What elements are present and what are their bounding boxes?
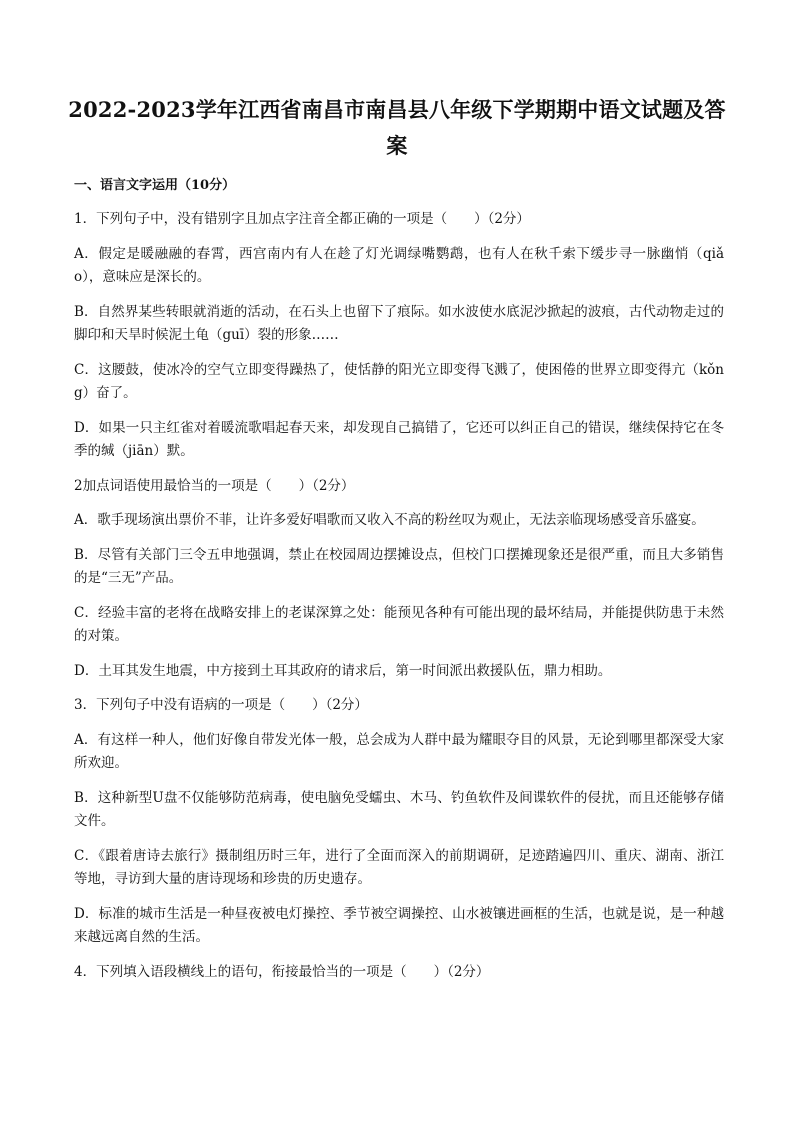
- question-1-option-c: C．这腰鼓，使冰冷的空气立即变得躁热了，使恬静的阳光立即变得飞溅了，使困倦的世界立即变得亢（kǒng）奋了。: [74, 361, 724, 401]
- question-2-option-b: B．尽管有关部门三令五申地强调，禁止在校园周边摆摊设点，但校门口摆摊现象还是很严重，而且大多销售的是“三无”产品。: [74, 546, 724, 586]
- question-content: [74, 208, 724, 995]
- question-2-option-d: D．土耳其发生地震，中方接到土耳其政府的请求后，第一时间派出救援队伍，鼎力相助。: [74, 662, 612, 679]
- question-1-option-a: A．假定是暖融融的春霄，西宫南内有人在趁了灯光调绿嘴鹦鹉，也有人在秋千索下缓步寻一脉幽悄（qiǎo），意味应是深长的。: [74, 245, 724, 285]
- question-2-stem: 2加点词语使用最恰当的一项是（ ）（2分）: [74, 477, 355, 494]
- question-1-option-d: D．如果一只主红雀对着暖流歌唱起春天来，却发现自己搞错了，它还可以纠正自己的错误，继续保持它在冬季的缄（jiān）默。: [74, 419, 724, 459]
- question-3-option-b: B．这种新型U盘不仅能够防范病毒，使电脑免受蠕虫、木马、钓鱼软件及间谍软件的侵扰，而且还能够存储文件。: [74, 789, 724, 829]
- question-3-stem: 3．下列句子中没有语病的一项是（ ）（2分）: [74, 697, 368, 713]
- question-2-option-c: C．经验丰富的老将在战略安排上的老谋深算之处：能预见各种有可能出现的最坏结局，并能提供防患于未然的对策。: [74, 604, 724, 644]
- question-3-option-c: C．《跟着唐诗去旅行》摄制组历时三年，进行了全面而深入的前期调研，足迹踏遍四川、重庆、湖南、浙江等地，寻访到大量的唐诗现场和珍贵的历史遗存。: [74, 847, 724, 887]
- question-1-option-b: B．自然界某些转眼就消逝的活动，在石头上也留下了痕际。如水波使水底泥沙掀起的波痕，古代动物走过的脚印和天旱时候泥土龟（guī）裂的形象……: [74, 303, 724, 343]
- document-title: 2022-2023学年江西省南昌市南昌县八年级下学期期中语文试题及答案: [68, 97, 726, 158]
- question-4-stem: 4．下列填入语段横线上的语句，衔接最恰当的一项是（ ）（2分）: [74, 963, 490, 980]
- section-heading-language-use: 一、语言文字运用（10分）: [74, 178, 236, 193]
- question-3-option-d: D．标准的城市生活是一种昼夜被电灯操控、季节被空调操控、山水被镶进画框的生活，也就是说，是一种越来越远离自然的生活。: [74, 905, 724, 945]
- question-3-option-a: A．有这样一种人，他们好像自带发光体一般，总会成为人群中最为耀眼夺目的风景，无论到哪里都深受大家所欢迎。: [74, 731, 724, 771]
- question-1-stem: 1．下列句子中，没有错别字且加点字注音全都正确的一项是（ ）（2分）: [74, 211, 530, 227]
- question-2-option-a: A．歌手现场演出票价不菲，让许多爱好唱歌而又收入不高的粉丝叹为观止，无法亲临现场感受音乐盛宴。: [74, 512, 705, 528]
